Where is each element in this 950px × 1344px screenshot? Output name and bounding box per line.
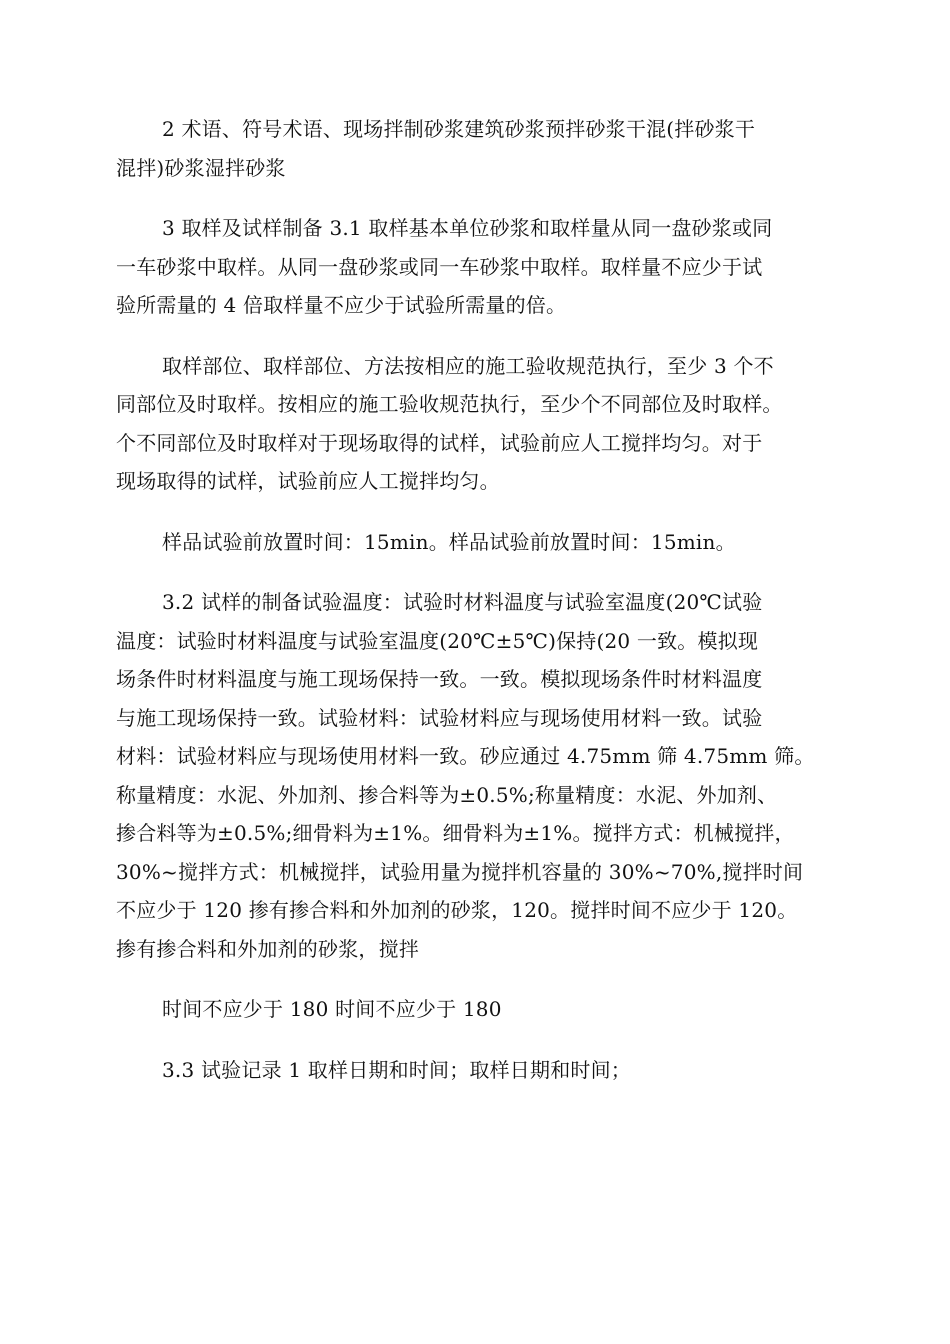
text-line: 称量精度：水泥、外加剂、掺合料等为±0.5%;称量精度：水泥、外加剂、 (116, 782, 778, 807)
text-line: 3.2 试样的制备试验温度：试验时材料温度与试验室温度(20℃试验 (162, 590, 763, 614)
paragraph-sampling-location (116, 347, 854, 501)
text-line: 掺合料等为±0.5%;细骨料为±1%。细骨料为±1%。搅拌方式：机械搅拌， (116, 821, 795, 845)
text-line: 掺有掺合料和外加剂的砂浆，搅拌 (116, 936, 419, 961)
text-line: 个不同部位及时取样对于现场取得的试样，试验前应人工搅拌均匀。对于 (116, 430, 763, 455)
paragraph-sampling (116, 209, 854, 325)
text-line: 验所需量的 4 倍取样量不应少于试验所需量的倍。 (116, 293, 567, 317)
text-line: 3.3 试验记录 1 取样日期和时间；取样日期和时间； (162, 1057, 632, 1082)
text-line: 材料：试验材料应与现场使用材料一致。砂应通过 4.75mm 筛 4.75mm 筛。 (116, 744, 815, 768)
text-line: 不应少于 120 掺有掺合料和外加剂的砂浆，120。搅拌时间不应少于 120。 (116, 898, 798, 922)
paragraph-mixing-time (116, 990, 854, 1029)
paragraph-terms (116, 110, 854, 187)
text-line: 样品试验前放置时间：15min。样品试验前放置时间：15min。 (162, 529, 736, 554)
text-line: 2 术语、符号术语、现场拌制砂浆建筑砂浆预拌砂浆干混(拌砂浆干 (162, 117, 756, 141)
text-line: 一车砂浆中取样。从同一盘砂浆或同一车砂浆中取样。取样量不应少于试 (116, 254, 763, 279)
paragraph-standing-time (116, 523, 854, 562)
text-line: 与施工现场保持一致。试验材料：试验材料应与现场使用材料一致。试验 (116, 705, 763, 730)
text-line: 温度：试验时材料温度与试验室温度(20℃±5℃)保持(20 一致。模拟现 (116, 628, 759, 653)
text-line: 混拌)砂浆湿拌砂浆 (116, 155, 286, 180)
paragraph-test-record (116, 1051, 854, 1090)
text-line: 时间不应少于 180 时间不应少于 180 (162, 997, 502, 1021)
text-line: 取样部位、取样部位、方法按相应的施工验收规范执行，至少 3 个不 (162, 353, 774, 378)
text-line: 30%~搅拌方式：机械搅拌，试验用量为搅拌机容量的 30%~70%,搅拌时间 (116, 859, 804, 884)
text-line: 3 取样及试样制备 3.1 取样基本单位砂浆和取样量从同一盘砂浆或同 (162, 216, 773, 240)
text-line: 现场取得的试样，试验前应人工搅拌均匀。 (116, 469, 500, 493)
text-line: 同部位及时取样。按相应的施工验收规范执行，至少个不同部位及时取样。 (116, 392, 783, 416)
text-line: 场条件时材料温度与施工现场保持一致。一致。模拟现场条件时材料温度 (116, 667, 763, 691)
paragraph-specimen-preparation (116, 583, 854, 968)
